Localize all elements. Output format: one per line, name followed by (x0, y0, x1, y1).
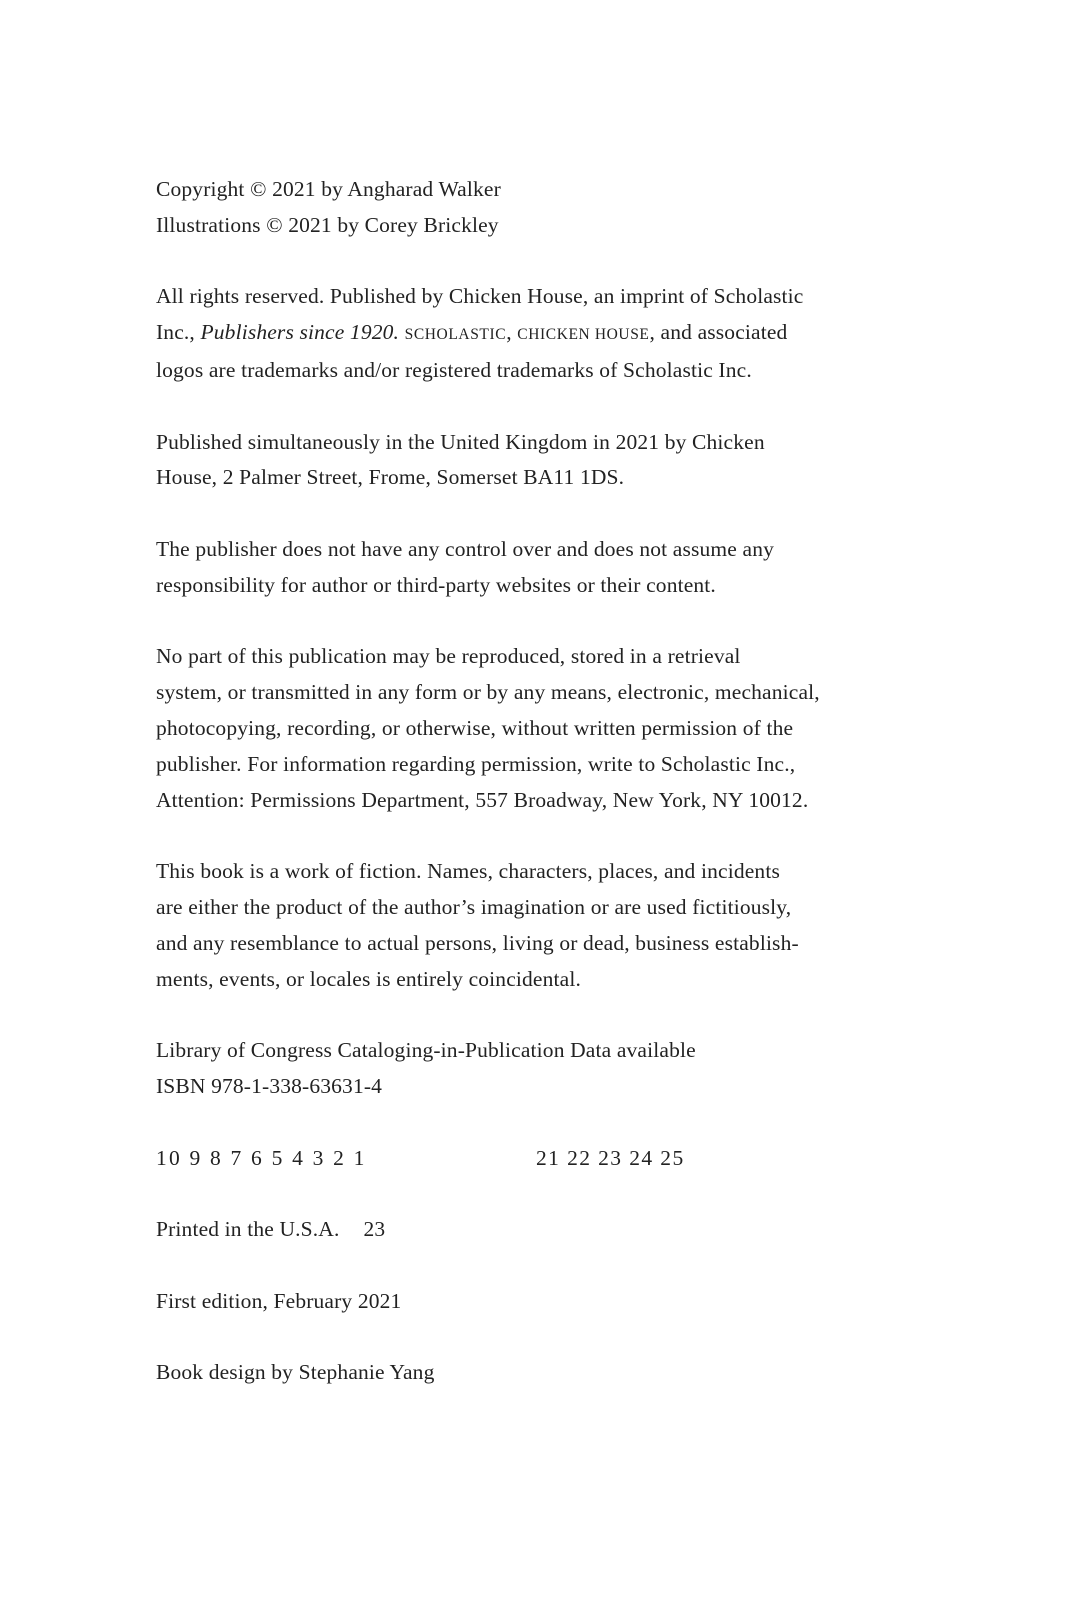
rights-separator: , (506, 320, 518, 345)
fiction-line-4: ments, events, or locales is entirely coincidental. (156, 966, 581, 991)
design-credit-line: Book design by Stephanie Yang (156, 1360, 435, 1385)
rights-line-3: logos are trademarks and/or registered trademarks of Scholastic Inc. (156, 357, 752, 382)
reproduction-line-5: Attention: Permissions Department, 557 Broadway, New York, NY 10012. (156, 787, 809, 812)
copyright-page (156, 172, 916, 1427)
disclaimer-line-2: responsibility for author or third-party websites or their content. (156, 572, 716, 597)
uk-publication-line-2: House, 2 Palmer Street, Frome, Somerset BA11 1DS. (156, 465, 625, 490)
printed-in-text: Printed in the U.S.A. (156, 1217, 340, 1242)
impression-numbers: 10 9 8 7 6 5 4 3 2 1 (156, 1145, 367, 1170)
reproduction-notice-block (156, 639, 916, 818)
chicken-house-trademark: CHICKEN HOUSE (517, 326, 650, 344)
reproduction-line-1: No part of this publication may be reproduced, stored in a retrieval (156, 644, 741, 669)
rights-text-tail: , and associated (649, 320, 788, 345)
cataloging-line: Library of Congress Cataloging-in-Publication Data available (156, 1038, 696, 1063)
printing-line (156, 1141, 916, 1177)
copyright-line: Copyright © 2021 by Angharad Walker (156, 177, 501, 201)
isbn-line: ISBN 978-1-338-63631-4 (156, 1073, 383, 1098)
edition-line: First edition, February 2021 (156, 1288, 402, 1313)
rights-text: Inc., (156, 320, 201, 345)
uk-publication-block (156, 425, 916, 497)
printer-code: 23 (363, 1217, 386, 1242)
fiction-line-3: and any resemblance to actual persons, living or dead, business establish- (156, 930, 799, 955)
copyright-block (156, 172, 916, 244)
rights-line-2 (156, 315, 916, 353)
rights-block (156, 279, 916, 388)
uk-publication-line-1: Published simultaneously in the United Kingdom in 2021 by Chicken (156, 429, 765, 454)
reproduction-line-3: photocopying, recording, or otherwise, without written permission of the (156, 715, 794, 740)
year-numbers: 21 22 23 24 25 (536, 1145, 685, 1170)
scholastic-trademark: SCHOLASTIC (404, 326, 507, 344)
disclaimer-line-1: The publisher does not have any control over and does not assume any (156, 536, 775, 561)
publishers-since-text: Publishers since 1920. (200, 320, 400, 345)
rights-line-1: All rights reserved. Published by Chicken House, an imprint of Scholastic (156, 284, 804, 309)
printed-in-line (156, 1212, 916, 1248)
reproduction-line-4: publisher. For information regarding permission, write to Scholastic Inc., (156, 751, 796, 776)
illustrations-copyright-line: Illustrations © 2021 by Corey Brickley (156, 212, 499, 237)
reproduction-line-2: system, or transmitted in any form or by any means, electronic, mechanical, (156, 680, 820, 705)
publisher-disclaimer-block (156, 532, 916, 604)
fiction-line-2: are either the product of the author’s imagination or are used fictitiously, (156, 894, 792, 919)
fiction-notice-block (156, 854, 916, 997)
fiction-line-1: This book is a work of fiction. Names, characters, places, and incidents (156, 859, 780, 884)
catalog-block (156, 1033, 916, 1105)
